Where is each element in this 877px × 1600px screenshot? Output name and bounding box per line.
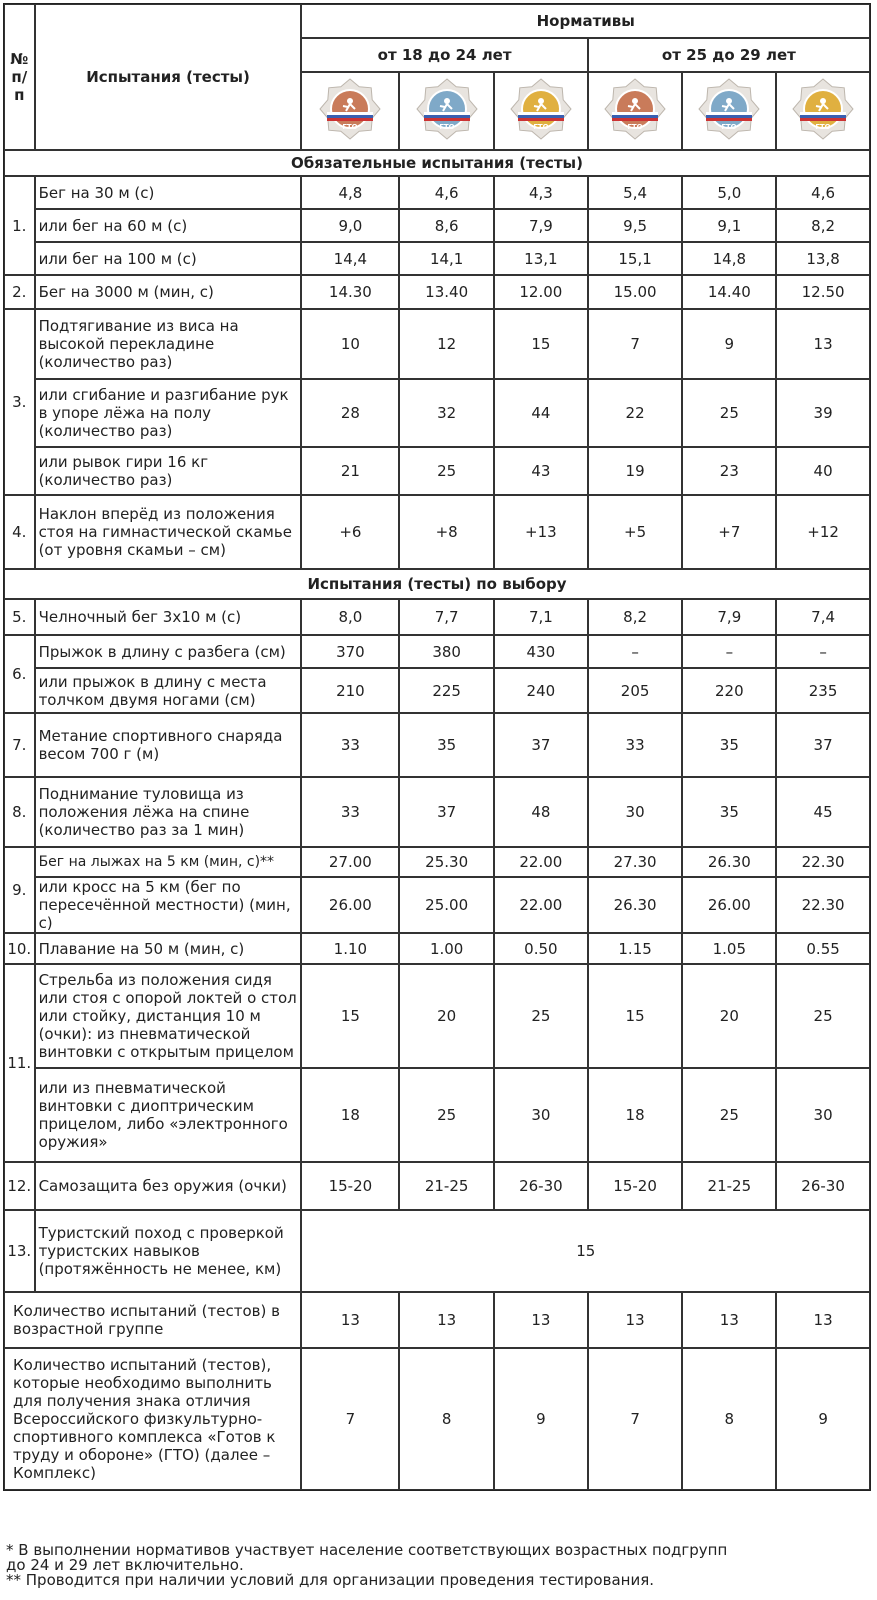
value-cell: 25 (682, 1068, 776, 1162)
value-cell: 44 (494, 379, 588, 447)
value-cell: 4,6 (776, 176, 870, 209)
value-cell: 9 (776, 1348, 870, 1490)
value-cell: 25.30 (399, 847, 494, 877)
row-number: 13. (4, 1210, 35, 1292)
value-cell: 0.50 (494, 933, 588, 964)
value-cell: 21 (301, 447, 399, 495)
value-cell: 4,3 (494, 176, 588, 209)
value-cell: 14,8 (682, 242, 776, 275)
badge-text: ГТО (342, 123, 358, 131)
test-label: Метание спортивного снаряда весом 700 г (м) (35, 713, 302, 777)
badge-gold-25-29 (776, 72, 870, 150)
value-cell: 7,4 (776, 599, 870, 635)
table-row (4, 964, 870, 1068)
test-label: Бег на 3000 м (мин, с) (35, 275, 302, 309)
value-cell: 12.00 (494, 275, 588, 309)
badge-gold-18-24 (494, 72, 588, 150)
value-cell: 35 (399, 713, 494, 777)
value-cell: 25 (399, 1068, 494, 1162)
value-cell: 22.00 (494, 877, 588, 933)
badge-text: ГТО (815, 123, 831, 131)
footnote-2: ** Проводится при наличии условий для организации проведения тестирования. (6, 1571, 654, 1589)
value-cell: – (588, 635, 683, 668)
value-cell: 25 (682, 379, 776, 447)
value-cell: 35 (682, 777, 776, 847)
value-cell: 22 (588, 379, 683, 447)
value-cell: 15 (494, 309, 588, 379)
test-label: Плавание на 50 м (мин, с) (35, 933, 302, 964)
value-cell: 26.00 (301, 877, 399, 933)
value-cell: +13 (494, 495, 588, 569)
badge-text: ГТО (721, 123, 737, 131)
value-cell: +5 (588, 495, 683, 569)
value-cell: 33 (301, 777, 399, 847)
value-cell: 7,1 (494, 599, 588, 635)
value-cell: 18 (588, 1068, 683, 1162)
gto-badge-icon (510, 76, 572, 142)
row-number: 7. (4, 713, 35, 777)
value-cell: 15-20 (588, 1162, 683, 1210)
value-cell: 5,4 (588, 176, 683, 209)
value-cell: 240 (494, 668, 588, 713)
value-cell: +8 (399, 495, 494, 569)
value-cell: 430 (494, 635, 588, 668)
value-cell: 14,1 (399, 242, 494, 275)
badge-text: ГТО (627, 123, 643, 131)
value-cell: 30 (776, 1068, 870, 1162)
table-row (4, 635, 870, 668)
value-cell: 205 (588, 668, 683, 713)
value-cell: 380 (399, 635, 494, 668)
test-label: Прыжок в длину с разбега (см) (35, 635, 302, 668)
value-cell: 9,5 (588, 209, 683, 242)
value-cell: 13,8 (776, 242, 870, 275)
value-cell: 26-30 (776, 1162, 870, 1210)
value-cell: 27.30 (588, 847, 683, 877)
table-row (4, 447, 870, 495)
row-number: 4. (4, 495, 35, 569)
table-row (4, 309, 870, 379)
table-row (4, 379, 870, 447)
value-cell: 20 (682, 964, 776, 1068)
test-label: или сгибание и разгибание рук в упоре лёжа на полу (количество раз) (35, 379, 302, 447)
value-cell: 9,1 (682, 209, 776, 242)
row-number: 1. (4, 176, 35, 275)
section-optional: Испытания (тесты) по выбору (4, 569, 870, 599)
value-cell: 25 (399, 447, 494, 495)
badge-silver-25-29 (682, 72, 776, 150)
value-cell: 4,8 (301, 176, 399, 209)
test-label: Бег на 30 м (с) (35, 176, 302, 209)
badge-bronze-18-24 (301, 72, 399, 150)
table-row (4, 1068, 870, 1162)
value-cell: 43 (494, 447, 588, 495)
row-number: 12. (4, 1162, 35, 1210)
value-cell: 15 (301, 964, 399, 1068)
value-cell: 7 (588, 1348, 683, 1490)
gto-badge-icon (319, 76, 381, 142)
row-number: 11. (4, 964, 35, 1162)
value-cell: 21-25 (682, 1162, 776, 1210)
value-cell: 8 (399, 1348, 494, 1490)
value-cell: 8,6 (399, 209, 494, 242)
header-norms: Нормативы (301, 4, 870, 38)
value-cell: 35 (682, 713, 776, 777)
test-label: или кросс на 5 км (бег по пересечённой местности) (мин, с) (35, 877, 302, 933)
value-cell: 13 (494, 1292, 588, 1348)
value-cell: 13 (776, 1292, 870, 1348)
table-row (4, 777, 870, 847)
test-label: или прыжок в длину с места толчком двумя ногами (см) (35, 668, 302, 713)
table-row (4, 495, 870, 569)
value-cell: 8,2 (588, 599, 683, 635)
gto-badge-icon (698, 76, 760, 142)
value-cell: 7,7 (399, 599, 494, 635)
value-cell: 9 (494, 1348, 588, 1490)
value-cell: 8,0 (301, 599, 399, 635)
value-cell: 13 (682, 1292, 776, 1348)
value-cell: 25.00 (399, 877, 494, 933)
value-cell: 26.00 (682, 877, 776, 933)
value-cell: 37 (776, 713, 870, 777)
value-cell: 15 (301, 1210, 870, 1292)
row-number: 9. (4, 847, 35, 933)
table-row (4, 275, 870, 309)
test-label: Челночный бег 3х10 м (с) (35, 599, 302, 635)
value-cell: 18 (301, 1068, 399, 1162)
value-cell: 15.00 (588, 275, 683, 309)
footnote-1: * В выполнении нормативов участвует население соответствующих возрастных подгрупп (6, 1541, 728, 1559)
test-label: Самозащита без оружия (очки) (35, 1162, 302, 1210)
value-cell: – (682, 635, 776, 668)
table-row (4, 847, 870, 877)
table-row (4, 877, 870, 933)
footnote-1-cont: до 24 и 29 лет включительно. (6, 1556, 244, 1574)
value-cell: 13 (399, 1292, 494, 1348)
norms-table (3, 3, 871, 1491)
value-cell: 1.15 (588, 933, 683, 964)
value-cell: 39 (776, 379, 870, 447)
row-number: 10. (4, 933, 35, 964)
value-cell: 15,1 (588, 242, 683, 275)
value-cell: 28 (301, 379, 399, 447)
header-test: Испытания (тесты) (35, 4, 302, 150)
section-mandatory: Обязательные испытания (тесты) (4, 150, 870, 176)
value-cell: 33 (588, 713, 683, 777)
table-row (4, 1210, 870, 1292)
value-cell: 27.00 (301, 847, 399, 877)
table-row (4, 599, 870, 635)
value-cell: 8,2 (776, 209, 870, 242)
value-cell: 25 (776, 964, 870, 1068)
table-row (4, 668, 870, 713)
value-cell: 1.00 (399, 933, 494, 964)
value-cell: +6 (301, 495, 399, 569)
value-cell: 1.05 (682, 933, 776, 964)
value-cell: 210 (301, 668, 399, 713)
gto-badge-icon (416, 76, 478, 142)
value-cell: 20 (399, 964, 494, 1068)
value-cell: 7 (588, 309, 683, 379)
test-label: Туристский поход с проверкой туристских навыков (протяжённость не менее, км) (35, 1210, 302, 1292)
table-row (4, 209, 870, 242)
value-cell: – (776, 635, 870, 668)
table-row (4, 713, 870, 777)
value-cell: 4,6 (399, 176, 494, 209)
test-label: Наклон вперёд из положения стоя на гимнастической скамье (от уровня скамьи – см) (35, 495, 302, 569)
value-cell: 21-25 (399, 1162, 494, 1210)
table-row (4, 933, 870, 964)
header-age-18-24: от 18 до 24 лет (301, 38, 587, 72)
value-cell: 15-20 (301, 1162, 399, 1210)
value-cell: 30 (588, 777, 683, 847)
test-label: Подтягивание из виса на высокой перекладине (количество раз) (35, 309, 302, 379)
row-number: 2. (4, 275, 35, 309)
value-cell: 37 (494, 713, 588, 777)
value-cell: 48 (494, 777, 588, 847)
row-number: 6. (4, 635, 35, 713)
value-cell: 14,4 (301, 242, 399, 275)
value-cell: 23 (682, 447, 776, 495)
table-row (4, 242, 870, 275)
value-cell: 225 (399, 668, 494, 713)
value-cell: 7,9 (494, 209, 588, 242)
test-label: Поднимание туловища из положения лёжа на спине (количество раз за 1 мин) (35, 777, 302, 847)
test-label: или из пневматической винтовки с диоптрическим прицелом, либо «электронного оружия» (35, 1068, 302, 1162)
header-age-25-29: от 25 до 29 лет (588, 38, 870, 72)
value-cell: 9,0 (301, 209, 399, 242)
value-cell: 220 (682, 668, 776, 713)
row-number: 5. (4, 599, 35, 635)
value-cell: 15 (588, 964, 683, 1068)
value-cell: 5,0 (682, 176, 776, 209)
value-cell: 33 (301, 713, 399, 777)
value-cell: 13.40 (399, 275, 494, 309)
value-cell: 7 (301, 1348, 399, 1490)
value-cell: 26.30 (588, 877, 683, 933)
value-cell: 26.30 (682, 847, 776, 877)
value-cell: 22.30 (776, 847, 870, 877)
badge-bronze-25-29 (588, 72, 683, 150)
value-cell: 19 (588, 447, 683, 495)
table-row (4, 1348, 870, 1490)
value-cell: 1.10 (301, 933, 399, 964)
table-row (4, 1292, 870, 1348)
count-label: Количество испытаний (тестов) в возрастной группе (4, 1292, 301, 1348)
value-cell: 9 (682, 309, 776, 379)
value-cell: 12 (399, 309, 494, 379)
value-cell: 30 (494, 1068, 588, 1162)
badge-text: ГТО (533, 123, 549, 131)
test-label: или бег на 100 м (с) (35, 242, 302, 275)
header-num: № п/п (4, 4, 35, 150)
value-cell: 22.30 (776, 877, 870, 933)
value-cell: 45 (776, 777, 870, 847)
value-cell: 13 (776, 309, 870, 379)
value-cell: +12 (776, 495, 870, 569)
test-label: Бег на лыжах на 5 км (мин, с)** (35, 847, 302, 877)
value-cell: 235 (776, 668, 870, 713)
gto-badge-icon (604, 76, 666, 142)
value-cell: 10 (301, 309, 399, 379)
row-number: 8. (4, 777, 35, 847)
value-cell: 13 (301, 1292, 399, 1348)
value-cell: 370 (301, 635, 399, 668)
badge-silver-18-24 (399, 72, 494, 150)
value-cell: +7 (682, 495, 776, 569)
value-cell: 14.30 (301, 275, 399, 309)
value-cell: 22.00 (494, 847, 588, 877)
value-cell: 26-30 (494, 1162, 588, 1210)
test-label: или рывок гири 16 кг (количество раз) (35, 447, 302, 495)
value-cell: 12.50 (776, 275, 870, 309)
value-cell: 14.40 (682, 275, 776, 309)
table-row (4, 1162, 870, 1210)
value-cell: 7,9 (682, 599, 776, 635)
value-cell: 13,1 (494, 242, 588, 275)
row-number: 3. (4, 309, 35, 495)
test-label: или бег на 60 м (с) (35, 209, 302, 242)
badge-text: ГТО (439, 123, 455, 131)
value-cell: 40 (776, 447, 870, 495)
value-cell: 25 (494, 964, 588, 1068)
table-row (4, 176, 870, 209)
footnotes (6, 1543, 866, 1588)
gto-badge-icon (792, 76, 854, 142)
value-cell: 32 (399, 379, 494, 447)
test-label: Стрельба из положения сидя или стоя с опорой локтей о стол или стойку, дистанция 10 м (очки): из пневматической винтовки с открытым прицелом (35, 964, 302, 1068)
required-label: Количество испытаний (тестов), которые необходимо выполнить для получения знака отличия Всероссийского физкультурно-спортивного комплекса «Готов к труду и обороне» (ГТО) (далее – Комплекс) (4, 1348, 301, 1490)
value-cell: 13 (588, 1292, 683, 1348)
value-cell: 0.55 (776, 933, 870, 964)
value-cell: 8 (682, 1348, 776, 1490)
value-cell: 37 (399, 777, 494, 847)
